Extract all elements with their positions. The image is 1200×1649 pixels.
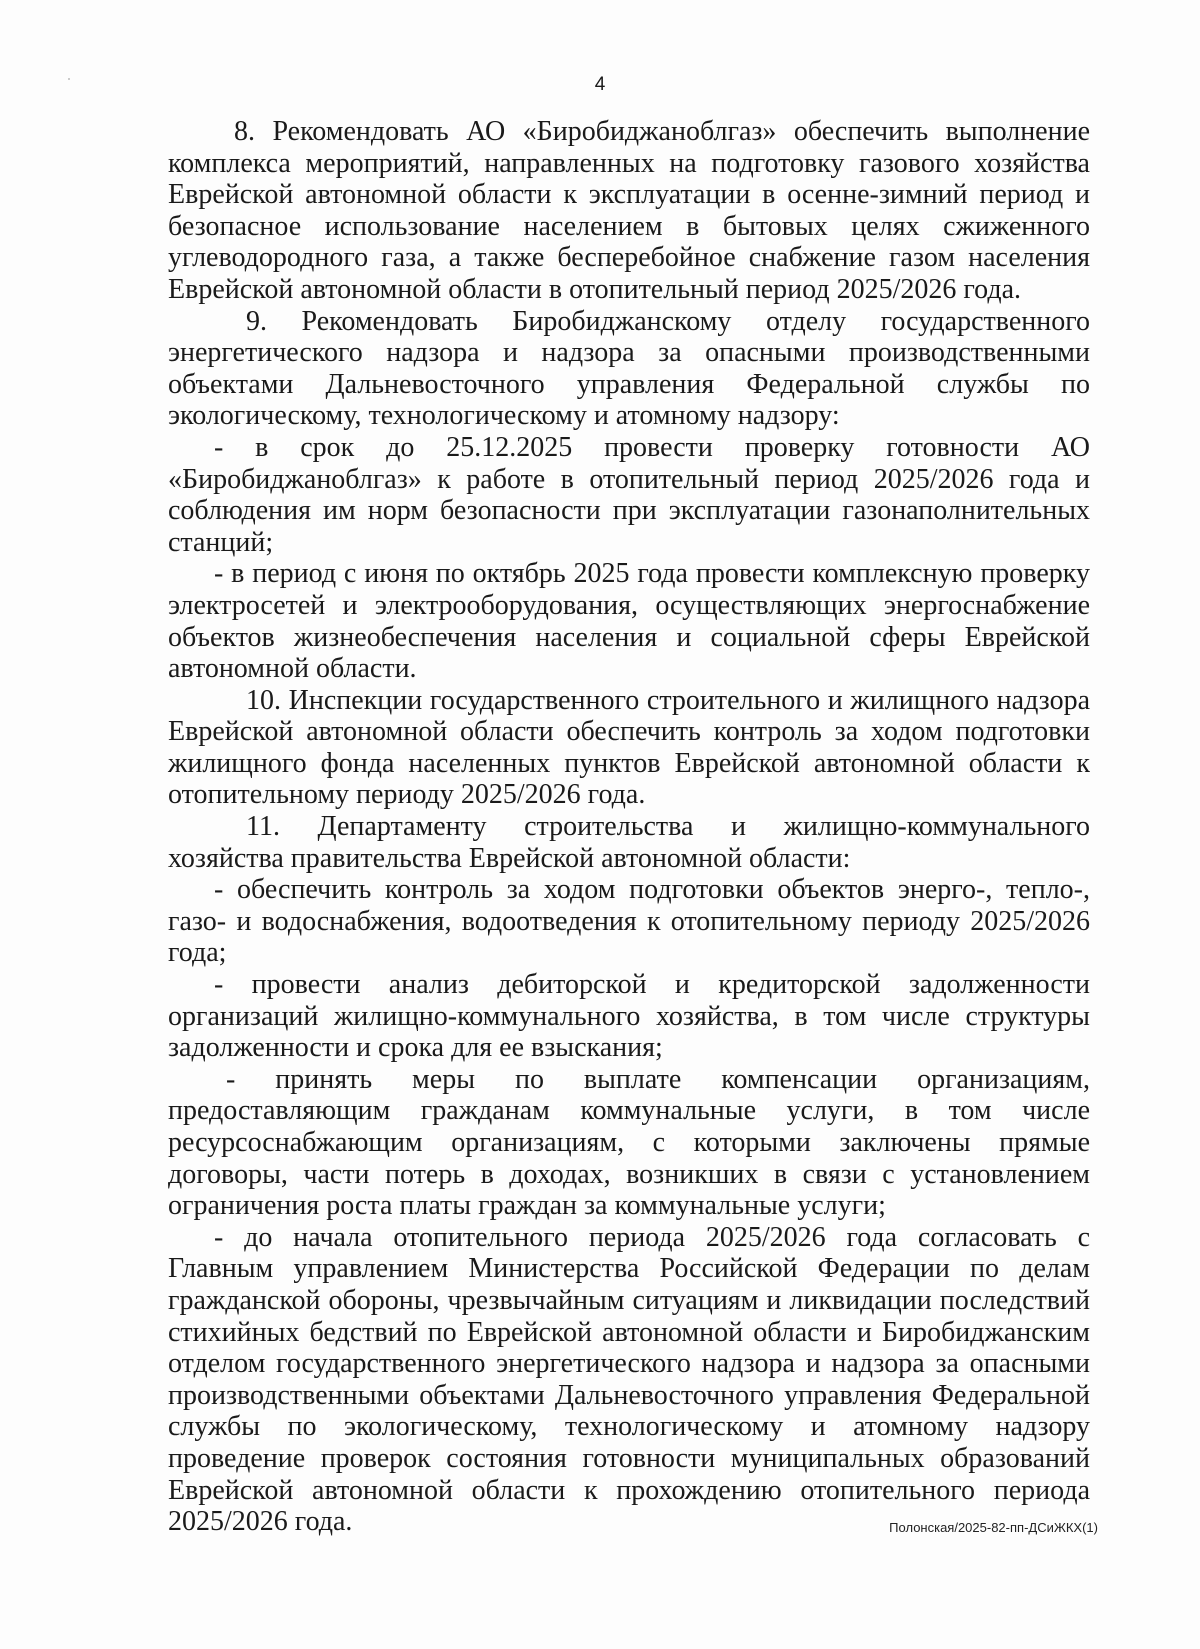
paragraph-item-10: 10. Инспекции государственного строительного и жилищного надзора Еврейской автономной области обеспечить контроль за ходом подготовки жилищного фонда населенных пунктов Еврейской автономной области к отопительному периоду 2025/2026 года.: [168, 684, 1090, 811]
paragraph-item-11: 11. Департаменту строительства и жилищно-коммунального хозяйства правительства Еврейской автономной области:: [168, 811, 1090, 874]
page-number: 4: [594, 74, 606, 95]
paragraph-item-11-subitem-3: - принять меры по выплате компенсации организациям, предоставляющим гражданам коммунальные услуги, в том числе ресурсоснабжающим организациям, с которыми заключены прямые договоры, части потерь в доходах, возникших в связи с установлением ограничения роста платы граждан за коммунальные услуги;: [168, 1063, 1090, 1222]
paragraph-item-9-subitem-2: - в период с июня по октябрь 2025 года провести комплексную проверку электросетей и электрооборудования, осуществляющих энергоснабжение объектов жизнеобеспечения населения и социальной сферы Еврейской автономной области.: [168, 558, 1090, 685]
paragraph-item-11-subitem-2: - провести анализ дебиторской и кредиторской задолженности организаций жилищно-коммунального хозяйства, в том числе структуры задолженности и срока для ее взыскания;: [168, 969, 1090, 1064]
paragraph-item-9: 9. Рекомендовать Биробиджанскому отделу государственного энергетического надзора и надзора за опасными производственными объектами Дальневосточного управления Федеральной службы по экологическому, технологическому и атомному надзору:: [168, 305, 1090, 432]
paragraph-item-9-subitem-1: - в срок до 25.12.2025 провести проверку готовности АО «Биробиджаноблгаз» к работе в отопительный период 2025/2026 года и соблюдения им норм безопасности при эксплуатации газонаполнительных станций;: [168, 431, 1090, 558]
footer-reference: Полонская/2025-82-пп-ДСиЖКХ(1): [889, 1520, 1098, 1535]
paragraph-item-11-subitem-1: - обеспечить контроль за ходом подготовки объектов энерго-, тепло-, газо- и водоснабжения, водоотведения к отопительному периоду 2025/2026 года;: [168, 874, 1090, 969]
paragraph-item-8: 8. Рекомендовать АО «Биробиджаноблгаз» обеспечить выполнение комплекса мероприятий, направленных на подготовку газового хозяйства Еврейской автономной области к эксплуатации в осенне-зимний период и безопасное использование населением в бытовых целях сжиженного углеводородного газа, а также бесперебойное снабжение газом населения Еврейской автономной области в отопительный период 2025/2026 года.: [168, 116, 1090, 305]
paragraph-item-11-subitem-4: - до начала отопительного периода 2025/2026 года согласовать с Главным управлением Министерства Российской Федерации по делам гражданской обороны, чрезвычайным ситуациям и ликвидации последствий стихийных бедствий по Еврейской автономной области и Биробиджанским отделом государственного энергетического надзора и надзора за опасными производственными объектами Дальневосточного управления Федеральной службы по экологическому, технологическому и атомному надзору проведение проверок состояния готовности муниципальных образований Еврейской автономной области к прохождению отопительного периода 2025/2026 года.: [168, 1221, 1090, 1538]
document-body: [168, 116, 1090, 1538]
